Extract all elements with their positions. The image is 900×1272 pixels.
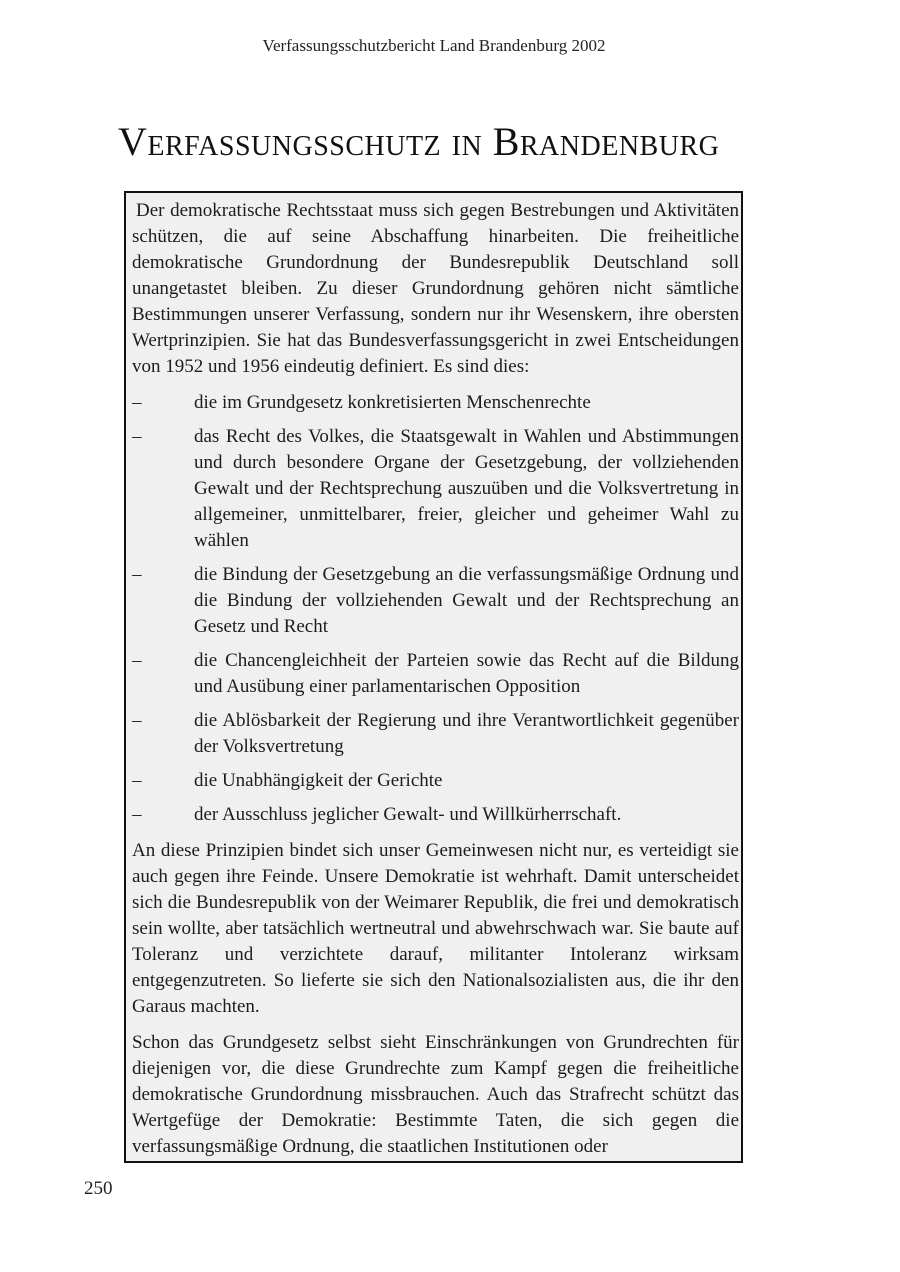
- list-item: [132, 648, 739, 700]
- dash-bullet: –: [132, 710, 142, 731]
- dash-bullet: –: [132, 564, 142, 585]
- list-item-text: das Recht des Volkes, die Staatsgewalt in Wahlen und Abstimmungen und durch besondere Organe der Gesetzgebung, der vollziehenden Gewalt und der Rechtsprechung auszuüben und die Volksvertretung in allgemeiner, unmittelbarer, freier, gleicher und geheimer Wahl zu wählen: [194, 426, 739, 551]
- list-item: [132, 708, 739, 760]
- intro-paragraph: Der demokratische Rechtsstaat muss sich gegen Bestrebungen und Aktivitäten schützen, die auf seine Abschaffung hinarbeiten. Die freiheitliche demokratische Grundordnung der Bundesrepublik Deutschland soll unangetastet bleiben. Zu dieser Grundordnung gehören nicht sämtliche Bestimmungen unserer Verfassung, sondern nur ihr Wesenskern, ihre obersten Wertprinzipien. Sie hat das Bundesverfassungsgericht in zwei Entscheidungen von 1952 und 1956 eindeutig definiert. Es sind dies:: [132, 200, 739, 377]
- list-item: [132, 424, 739, 554]
- list-item: [132, 390, 739, 416]
- dash-bullet: –: [132, 770, 142, 791]
- dash-bullet: –: [132, 650, 142, 671]
- dash-bullet: –: [132, 426, 142, 447]
- list-item: [132, 768, 739, 794]
- list-item: [132, 802, 739, 828]
- body-paragraph: Schon das Grundgesetz selbst sieht Einschränkungen von Grundrechten für diejenigen vor, die diese Grundrechte zum Kampf gegen die freiheitliche demokratische Grundordnung missbrauchen. Auch das Strafrecht schützt das Wertgefüge der Demokratie: Bestimmte Taten, die sich gegen die verfassungsmäßige Ordnung, die staatlichen Institutionen oder: [132, 1032, 739, 1157]
- list-item: [132, 562, 739, 640]
- principles-list: [132, 390, 739, 828]
- text-box: [124, 191, 743, 1163]
- list-item-text: die Bindung der Gesetzgebung an die verfassungsmäßige Ordnung und die Bindung der vollziehenden Gewalt und der Rechtsprechung an Gesetz und Recht: [194, 564, 739, 637]
- dash-bullet: –: [132, 804, 142, 825]
- list-item-text: der Ausschluss jeglicher Gewalt- und Willkürherrschaft.: [194, 804, 622, 825]
- list-item-text: die Chancengleichheit der Parteien sowie das Recht auf die Bildung und Ausübung einer parlamentarischen Opposition: [194, 650, 739, 697]
- text-box-content: [126, 193, 741, 1160]
- list-item-text: die Unabhängigkeit der Gerichte: [194, 770, 443, 791]
- list-item-text: die Ablösbarkeit der Regierung und ihre Verantwortlichkeit gegenüber der Volksvertretung: [194, 710, 739, 757]
- list-item-text: die im Grundgesetz konkretisierten Menschenrechte: [194, 392, 591, 413]
- running-header: Verfassungsschutzbericht Land Brandenburg 2002: [262, 36, 606, 55]
- page-title: Verfassungsschutz in Brandenburg: [118, 119, 720, 164]
- dash-bullet: –: [132, 392, 142, 413]
- body-paragraph: An diese Prinzipien bindet sich unser Gemeinwesen nicht nur, es verteidigt sie auch gegen ihre Feinde. Unsere Demokratie ist wehrhaft. Damit unterscheidet sich die Bundesrepublik von der Weimarer Republik, die frei und demokratisch sein wollte, aber tatsächlich wertneutral und abwehrschwach war. Sie baute auf Toleranz und verzichtete darauf, militanter Intoleranz wirksam entgegenzutreten. So lieferte sie sich den Nationalsozialisten aus, die ihr den Garaus machten.: [132, 840, 739, 1017]
- page-number: 250: [84, 1178, 113, 1199]
